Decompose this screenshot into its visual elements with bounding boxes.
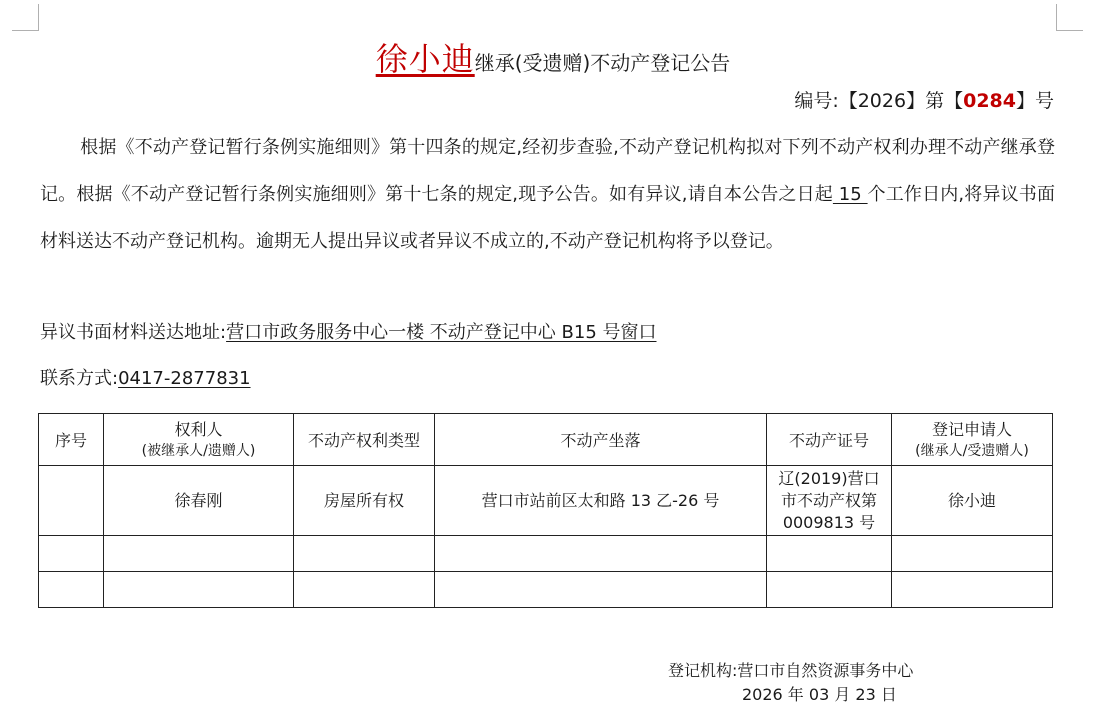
registration-table <box>38 413 1053 608</box>
cell-cert <box>767 572 892 608</box>
header-applicant-sub: (继承人/受遗赠人) <box>915 442 1029 459</box>
header-holder-main: 权利人 <box>174 419 223 439</box>
cell-applicant: 徐小迪 <box>892 466 1053 536</box>
header-right-type: 不动产权利类型 <box>294 414 435 466</box>
table-row <box>39 466 1053 536</box>
header-cert: 不动产证号 <box>767 414 892 466</box>
contact-info <box>40 364 251 390</box>
header-location: 不动产坐落 <box>435 414 767 466</box>
cell-right-type <box>294 536 435 572</box>
cell-seq <box>39 536 104 572</box>
header-holder-sub: (被继承人/遗赠人) <box>141 442 256 459</box>
doc-number-middle: 】第【 <box>906 90 964 112</box>
doc-number-year: 2026 <box>857 90 907 112</box>
table-row <box>39 536 1053 572</box>
registration-authority: 登记机构:营口市自然资源事务中心 <box>668 661 914 680</box>
header-applicant <box>892 414 1053 466</box>
doc-number-value: 0284 <box>963 90 1016 112</box>
cell-cert: 辽(2019)营口市不动产权第 0009813 号 <box>767 466 892 536</box>
announcement-body <box>40 124 1055 265</box>
cell-holder <box>104 536 294 572</box>
body-part-2: 个工作日内,将异议书面材料送达不动产登记机构。逾期无人提出异议或者异议不成立的,不动产登记机构将予以登记。 <box>40 184 1055 252</box>
announcement-date: 2026 年 03 月 23 日 <box>742 685 897 704</box>
objection-address <box>40 318 657 344</box>
body-part-1: 根据《不动产登记暂行条例实施细则》第十四条的规定,经初步查验,不动产登记机构拟对下列不动产权利办理不动产继承登记。根据《不动产登记暂行条例实施细则》第十七条的规定,现予公告。如有异议,请自本公告之日起 <box>40 137 1055 205</box>
objection-days: 15 <box>832 184 868 205</box>
address-value: 营口市政务服务中心一楼 不动产登记中心 B15 号窗口 <box>226 322 657 343</box>
table-header-row <box>39 414 1053 466</box>
cell-location <box>435 572 767 608</box>
cell-right-type: 房屋所有权 <box>294 466 435 536</box>
title-suffix: 继承(受遗赠)不动产登记公告 <box>474 51 731 75</box>
crop-mark-top-right <box>1056 4 1083 31</box>
cell-cert <box>767 536 892 572</box>
header-seq: 序号 <box>39 414 104 466</box>
cell-holder <box>104 572 294 608</box>
contact-label: 联系方式: <box>40 368 119 389</box>
header-holder <box>104 414 294 466</box>
page-title <box>0 34 1106 80</box>
cell-location <box>435 536 767 572</box>
table-row <box>39 572 1053 608</box>
cell-seq <box>39 572 104 608</box>
cell-applicant <box>892 572 1053 608</box>
cell-right-type <box>294 572 435 608</box>
cell-seq <box>39 466 104 536</box>
applicant-name-title: 徐小迪 <box>375 40 475 78</box>
contact-phone: 0417-2877831 <box>118 368 251 389</box>
doc-number-prefix: 编号:【 <box>794 90 858 112</box>
address-label: 异议书面材料送达地址: <box>40 322 227 343</box>
crop-mark-top-left <box>12 4 39 31</box>
doc-number-suffix: 】号 <box>1015 90 1054 112</box>
document-number <box>794 86 1054 113</box>
cell-holder: 徐春刚 <box>104 466 294 536</box>
cell-applicant <box>892 536 1053 572</box>
header-applicant-main: 登记申请人 <box>931 419 1012 439</box>
cell-location: 营口市站前区太和路 13 乙-26 号 <box>435 466 767 536</box>
